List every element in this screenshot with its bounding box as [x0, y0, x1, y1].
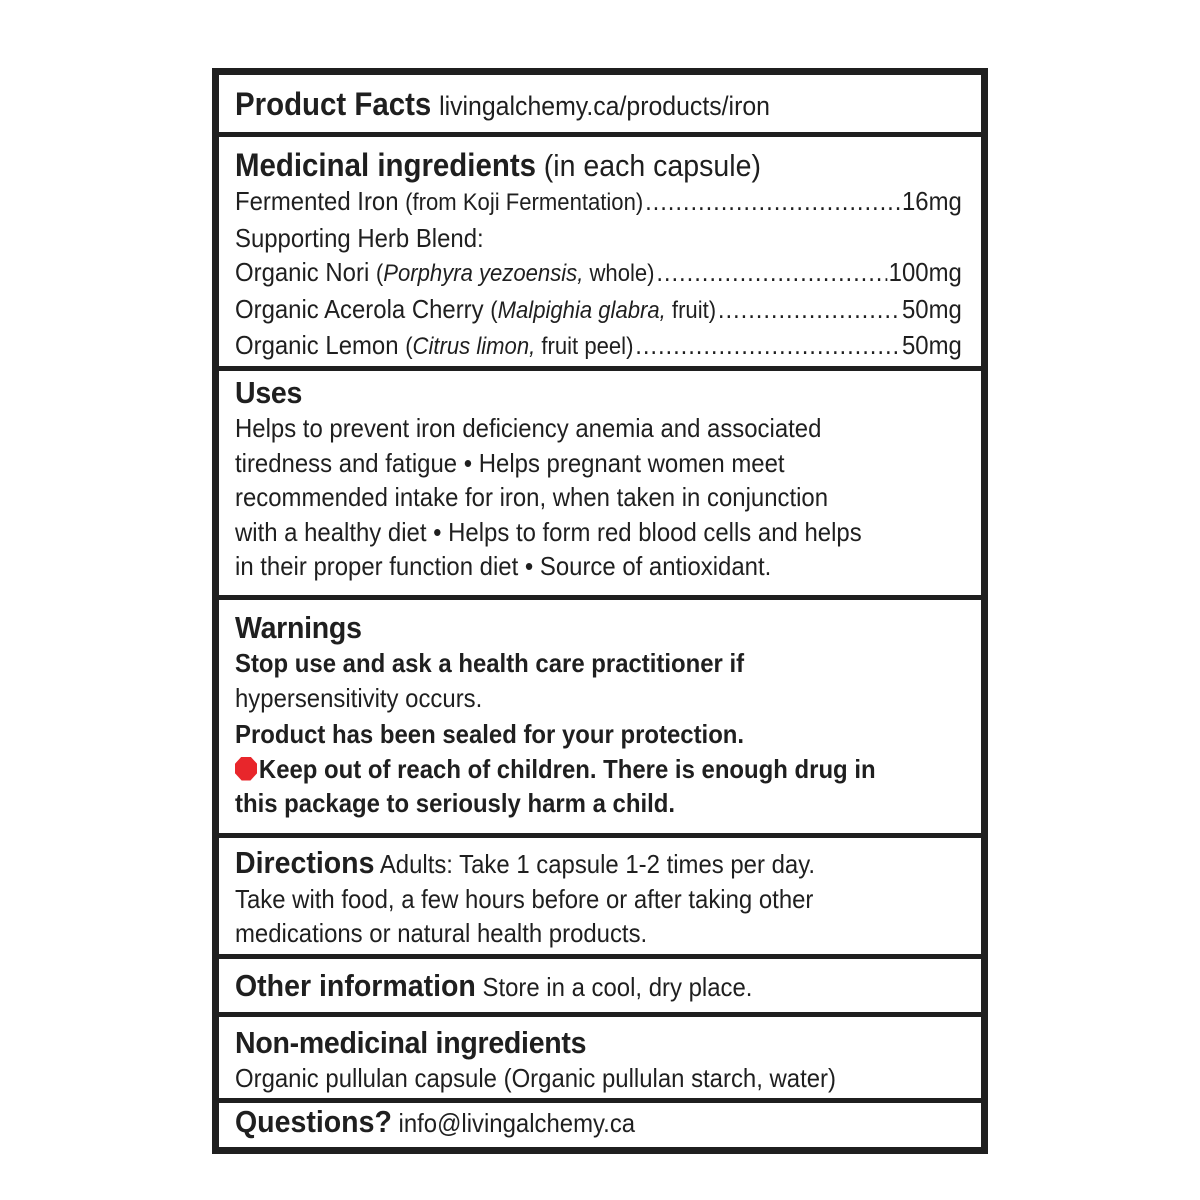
ingredient-name: Organic Lemon	[235, 330, 399, 360]
product-facts-section	[219, 75, 981, 137]
directions-line: Take with food, a few hours before or after taking other	[235, 883, 814, 914]
leader-dots	[718, 292, 900, 327]
other-info-heading: Other information	[235, 968, 476, 1003]
ingredient-row	[235, 292, 962, 329]
warning-stop-use: Stop use and ask a health care practitioner if	[235, 648, 745, 678]
leader-dots	[645, 184, 900, 219]
warnings-heading: Warnings	[235, 610, 362, 645]
other-information-section	[219, 959, 981, 1017]
plant-part: fruit)	[671, 296, 717, 324]
paren: (	[490, 296, 498, 324]
other-info-text: Store in a cool, dry place.	[482, 972, 753, 1002]
product-url: livingalchemy.ca/products/iron	[439, 91, 770, 121]
latin-name: Porphyra yezoensis,	[383, 260, 584, 287]
directions-section	[219, 838, 981, 959]
warning-harm: this package to seriously harm a child.	[235, 788, 676, 818]
herb-blend-label: Supporting Herb Blend:	[235, 222, 484, 253]
ingredient-source: (from Koji Fermentation)	[405, 189, 644, 216]
ingredient-amount: 16mg	[901, 186, 962, 216]
uses-heading: Uses	[235, 375, 303, 410]
questions-section	[219, 1103, 981, 1147]
leader-dots	[635, 328, 900, 363]
non-medicinal-section	[219, 1017, 981, 1103]
latin-name: Citrus limon,	[412, 333, 536, 360]
non-medicinal-text: Organic pullulan capsule (Organic pullulan starch, water)	[235, 1063, 836, 1093]
directions-line: medications or natural health products.	[235, 918, 648, 948]
medicinal-subheading: (in each capsule)	[543, 148, 761, 183]
ingredient-name: Organic Nori	[235, 257, 370, 287]
leader-dots	[656, 255, 886, 290]
uses-line: in their proper function diet • Source of antioxidant.	[235, 551, 772, 581]
warnings-section	[219, 600, 981, 838]
paren: (	[375, 260, 384, 287]
warning-children: Keep out of reach of children. There is enough drug in	[258, 753, 876, 784]
questions-email[interactable]: info@livingalchemy.ca	[398, 1108, 636, 1138]
plant-part: fruit peel)	[541, 333, 634, 360]
medicinal-ingredients-section	[219, 137, 981, 371]
paren: (	[405, 333, 413, 360]
uses-line: tiredness and fatigue • Helps pregnant women meet	[235, 447, 785, 478]
directions-text: Adults: Take 1 capsule 1-2 times per day.	[379, 849, 816, 879]
warning-sealed: Product has been sealed for your protection.	[235, 719, 745, 749]
ingredient-amount: 50mg	[901, 293, 962, 324]
uses-line: recommended intake for iron, when taken in conjunction	[235, 482, 829, 512]
uses-section	[219, 371, 981, 600]
directions-heading: Directions	[235, 845, 375, 880]
warning-children-line	[235, 752, 907, 787]
uses-line: Helps to prevent iron deficiency anemia and associated	[235, 413, 822, 443]
product-facts-label	[212, 68, 988, 1154]
uses-line: with a healthy diet • Helps to form red blood cells and helps	[235, 516, 862, 547]
stop-sign-icon	[235, 757, 257, 781]
ingredient-name: Organic Acerola Cherry	[235, 293, 484, 324]
ingredient-row	[235, 184, 962, 221]
latin-name: Malpighia glabra,	[497, 296, 666, 324]
ingredient-row	[235, 255, 962, 292]
ingredient-row	[235, 328, 962, 365]
ingredient-amount: 50mg	[901, 330, 962, 360]
warning-hypersensitivity: hypersensitivity occurs.	[235, 682, 483, 713]
product-facts-heading: Product Facts	[235, 86, 432, 122]
ingredient-name: Fermented Iron	[235, 186, 399, 216]
ingredient-amount: 100mg	[888, 257, 962, 287]
plant-part: whole)	[589, 260, 655, 287]
medicinal-heading: Medicinal ingredients	[235, 147, 536, 183]
questions-heading: Questions?	[235, 1104, 392, 1139]
non-medicinal-heading: Non-medicinal ingredients	[235, 1025, 587, 1060]
